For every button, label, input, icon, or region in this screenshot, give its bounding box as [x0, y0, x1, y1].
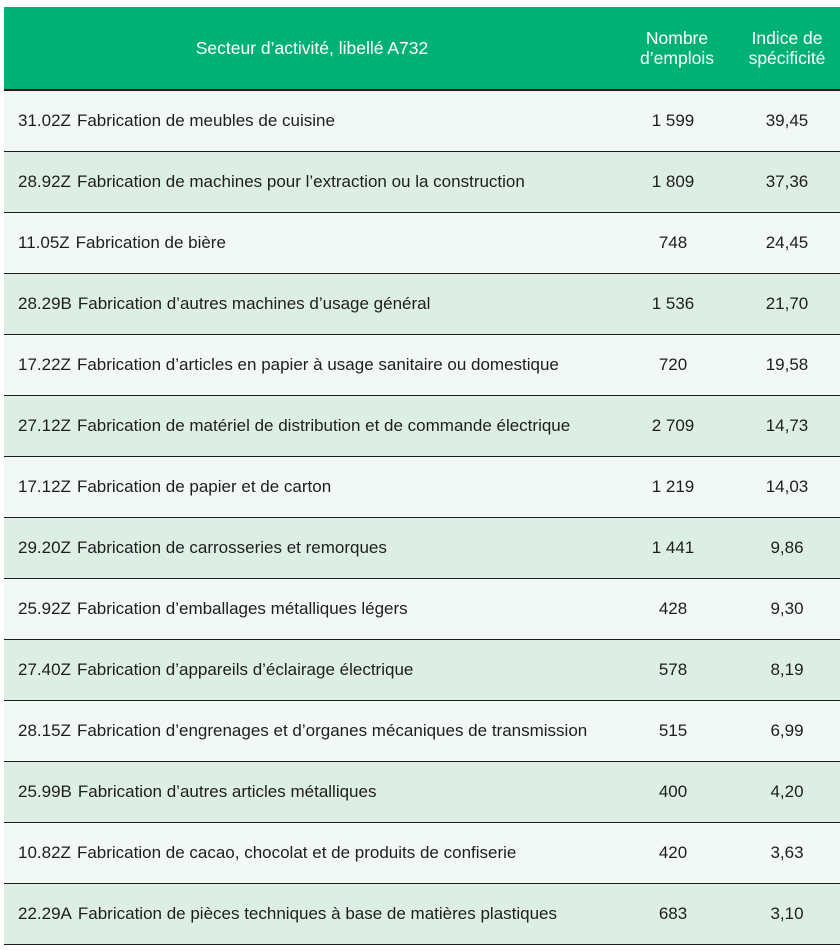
cell-emplois: 420 [658, 843, 688, 862]
table-row [4, 518, 840, 579]
cell-indice: 19,58 [765, 355, 809, 374]
cell-indice: 14,03 [765, 477, 809, 496]
sector-code: 17.22Z [18, 355, 71, 374]
cell-sector [4, 111, 620, 131]
sector-label: Fabrication de bière [75, 233, 226, 252]
cell-emplois: 1 219 [651, 477, 695, 496]
sector-code: 25.92Z [18, 599, 71, 618]
cell-indice: 8,19 [770, 660, 804, 679]
header-indice [734, 7, 840, 89]
cell-sector [4, 599, 620, 619]
cell-sector [4, 660, 620, 680]
table-row [4, 457, 840, 518]
cell-emplois: 400 [658, 782, 688, 801]
cell-sector [4, 843, 620, 863]
cell-emplois: 578 [658, 660, 688, 679]
table-body [4, 91, 840, 945]
sector-code: 27.40Z [18, 660, 71, 679]
table-row [4, 274, 840, 335]
cell-emplois: 2 709 [651, 416, 695, 435]
sector-label: Fabrication de matériel de distribution et de commande électrique [76, 416, 571, 435]
cell-emplois: 515 [658, 721, 688, 740]
cell-sector [4, 172, 620, 192]
sector-code: 28.29B [18, 294, 72, 313]
cell-emplois: 1 441 [651, 538, 695, 557]
cell-indice: 37,36 [765, 172, 809, 191]
sector-code: 27.12Z [18, 416, 71, 435]
sector-code: 28.92Z [18, 172, 71, 191]
cell-emplois: 1 536 [651, 294, 695, 313]
sector-label: Fabrication de carrosseries et remorques [76, 538, 387, 557]
cell-indice: 14,73 [765, 416, 809, 435]
cell-sector [4, 233, 620, 253]
sector-label: Fabrication de pièces techniques à base de matières plastiques [77, 904, 558, 923]
table-row [4, 640, 840, 701]
table-row [4, 335, 840, 396]
sector-label: Fabrication d’appareils d’éclairage électrique [76, 660, 414, 679]
sector-label: Fabrication de machines pour l’extraction ou la construction [76, 172, 525, 191]
cell-sector [4, 355, 620, 375]
header-indice-line1: Indice de [751, 28, 823, 48]
header-emplois [620, 7, 734, 89]
sector-label: Fabrication d’emballages métalliques légers [76, 599, 408, 618]
sector-code: 10.82Z [18, 843, 71, 862]
sector-code: 31.02Z [18, 111, 71, 130]
sector-code: 29.20Z [18, 538, 71, 557]
sector-label: Fabrication d’autres articles métalliques [77, 782, 377, 801]
cell-indice: 39,45 [765, 111, 809, 130]
cell-sector [4, 538, 620, 558]
cell-sector [4, 416, 620, 436]
sector-label: Fabrication de cacao, chocolat et de produits de confiserie [76, 843, 517, 862]
sector-label: Fabrication de papier et de carton [76, 477, 332, 496]
cell-emplois: 748 [658, 233, 688, 252]
table-row [4, 579, 840, 640]
cell-indice: 21,70 [765, 294, 809, 313]
sector-code: 17.12Z [18, 477, 71, 496]
cell-indice: 9,30 [770, 599, 804, 618]
cell-sector [4, 294, 620, 314]
cell-emplois: 1 599 [651, 111, 695, 130]
header-emplois-line1: Nombre [645, 28, 709, 48]
sector-code: 25.99B [18, 782, 72, 801]
header-indice-line2: spécificité [748, 48, 826, 68]
table-row [4, 91, 840, 152]
cell-emplois: 720 [658, 355, 688, 374]
table-row [4, 152, 840, 213]
sector-label: Fabrication d’autres machines d’usage général [77, 294, 431, 313]
sector-label: Fabrication d’engrenages et d’organes mécaniques de transmission [76, 721, 588, 740]
cell-emplois: 428 [658, 599, 688, 618]
table-row [4, 701, 840, 762]
header-sector: Secteur d’activité, libellé A732 [195, 37, 429, 58]
cell-emplois: 683 [658, 904, 688, 923]
cell-emplois: 1 809 [651, 172, 695, 191]
table-header [4, 7, 840, 91]
sector-code: 11.05Z [18, 233, 70, 252]
sector-table [4, 7, 840, 945]
sector-label: Fabrication de meubles de cuisine [76, 111, 335, 130]
cell-indice: 4,20 [770, 782, 804, 801]
table-row [4, 396, 840, 457]
cell-indice: 9,86 [770, 538, 804, 557]
table-row [4, 213, 840, 274]
sector-code: 22.29A [18, 904, 72, 923]
table-row [4, 884, 840, 945]
cell-indice: 3,10 [770, 904, 804, 923]
table-row [4, 762, 840, 823]
cell-sector [4, 904, 620, 924]
cell-indice: 6,99 [770, 721, 804, 740]
sector-label: Fabrication d’articles en papier à usage sanitaire ou domestique [76, 355, 559, 374]
table-row [4, 823, 840, 884]
header-emplois-line2: d’emplois [640, 48, 714, 68]
cell-indice: 3,63 [770, 843, 804, 862]
sector-code: 28.15Z [18, 721, 71, 740]
cell-sector [4, 477, 620, 497]
cell-sector [4, 721, 620, 741]
cell-indice: 24,45 [765, 233, 809, 252]
cell-sector [4, 782, 620, 802]
